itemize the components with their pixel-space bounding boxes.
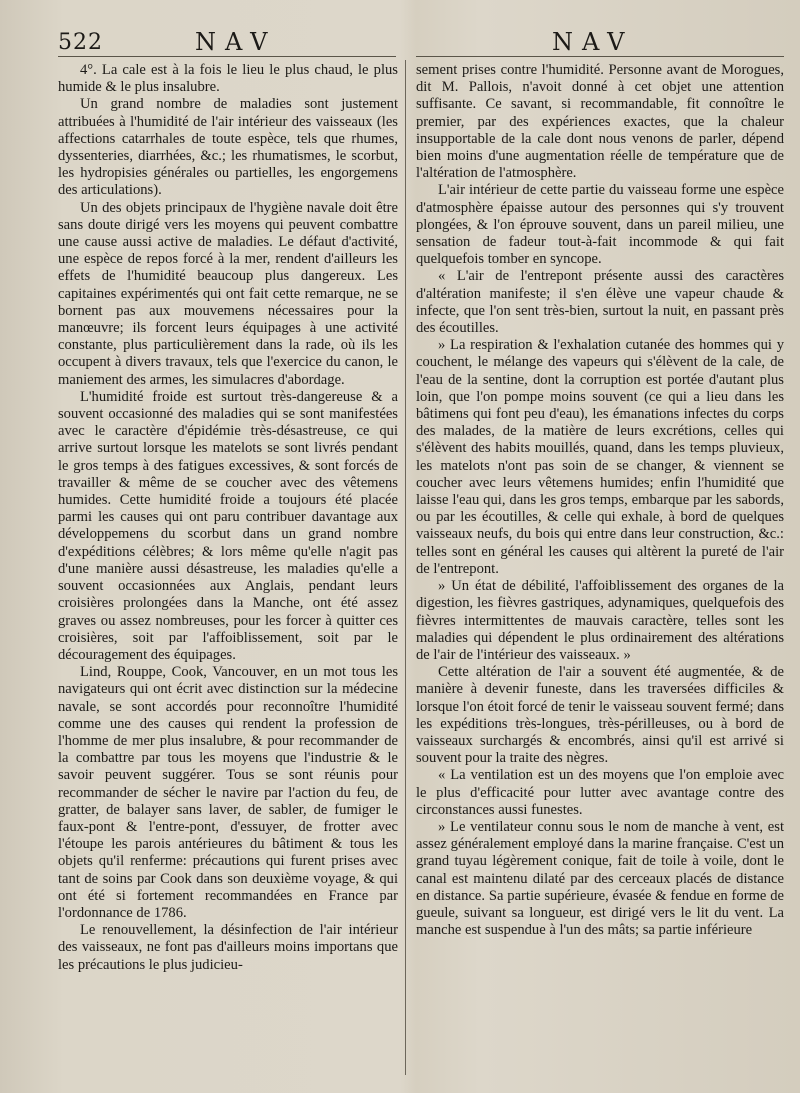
- header-rule-right: [416, 56, 784, 57]
- page-number: 522: [58, 30, 103, 55]
- paragraph: Un grand nombre de maladies sont justement attribuées à l'humidité de l'air intérieur des vaisseaux (les affections catarrhales de toute espèce, tels que rhumes, dyssenteries, diarrhées, &c.; les rhumatismes, le scorbut, les hydropisies générales ou partielles, les engorgemens des articulations).: [58, 96, 398, 199]
- column-divider: [405, 60, 406, 1075]
- paragraph: « L'air de l'entrepont présente aussi des caractères d'altération manifeste; il s'en élève une vapeur chaude & infecte, que l'on sent très-bien, surtout la nuit, en passant près des écoutilles.: [416, 268, 784, 337]
- header-rule-left: [58, 56, 396, 57]
- paragraph: 4°. La cale est à la fois le lieu le plus chaud, le plus humide & le plus insalubre.: [58, 62, 398, 96]
- paragraph: L'air intérieur de cette partie du vaisseau forme une espèce d'atmosphère épaisse autour des personnes qui s'y trouvent plongées, & l'on éprouve souvent, dans un pareil milieu, une sensation de fadeur tout-à-fait incommode & qui fait quelquefois tomber en syncope.: [416, 182, 784, 268]
- running-title-right: NAV: [552, 28, 634, 56]
- running-head: [0, 24, 800, 64]
- left-column: [58, 62, 398, 974]
- paragraph: » Le ventilateur connu sous le nom de manche à vent, est assez généralement employé dans la marine française. C'est un grand tuyau légèrement conique, fait de toile à voile, dont le canal est maintenu dilaté par des cerceaux placés de distance en distance. Sa partie supérieure, évasée & fendue en forme de gueule, suivant sa longueur, est dirigé vers le lit du vent. La manche est suspendue à l'un des mâts; sa partie inférieure: [416, 818, 784, 939]
- running-title-left: NAV: [195, 28, 277, 56]
- paragraph: « La ventilation est un des moyens que l'on emploie avec le plus d'efficacité pour lutter avec avantage contre des circonstances aussi funestes.: [416, 767, 784, 818]
- paragraph: Cette altération de l'air a souvent été augmentée, & de manière à devenir funeste, dans les traversées difficiles & lorsque l'on étoit forcé de tenir le vaisseau souvent fermé; dans les expéditions très-longues, très-périlleuses, ou à bord de vaisseaux surchargés & encombrés, ainsi qu'il est arrivé si souvent pour la traite des nègres.: [416, 664, 784, 767]
- paragraph: L'humidité froide est surtout très-dangereuse & a souvent occasionné des maladies qui se sont manifestées avec le caractère d'épidémie très-désastreuse, ce qui arrive surtout lorsque les matelots se sont livrés pendant le gros temps à des fatigues excessives, & sont forcés de travailler & même de se coucher avec des vêtemens humides. Cette humidité froide a toujours été placée parmi les causes qui ont paru contribuer davantage aux développemens du scorbut dans un grand nombre d'expéditions célèbres; & lors même qu'elle n'agit pas d'une manière aussi désastreuse, les maladies qu'elle a souvent occasionnées aux Anglais, pendant leurs croisières prolongées dans la Manche, ont été assez graves ou assez nombreuses, pour les forcer à quitter ces croisières, soit par l'affoiblissement, soit par le découragement des équipages.: [58, 388, 398, 663]
- paragraph: Lind, Rouppe, Cook, Vancouver, en un mot tous les navigateurs qui ont écrit avec distinction sur la médecine navale, se sont accordés pour reconnoître l'humidité comme une des causes qui rendent la profession de l'homme de mer plus insalubre, & pour recommander de la combattre par tous les moyens que l'industrie & le savoir peuvent suggérer. Tous se sont réunis pour recommander de sécher le navire par l'action du feu, de gratter, de balayer sans laver, de sabler, de fumiger le faux-pont & l'entre-pont, d'essuyer, de frotter avec l'étoupe les parois antérieures du bâtiment & tous les objets qu'il renferme: précautions qui furent prises avec tant de soins par Cook dans son deuxième voyage, & qui ont été si fortement recommandées en France par l'ordonnance de 1786.: [58, 664, 398, 921]
- paragraph-continued: sement prises contre l'humidité. Personne avant de Morogues, dit M. Pallois, n'avoit donné à cet objet une attention suffisante. Ce savant, si recommandable, fit connoître le premier, par des expériences exactes, que la chaleur insupportable de la cale dont nous venons de parler, dépend bien moins d'une augmentation réelle de température que de l'altération de l'atmosphère.: [416, 62, 784, 182]
- paragraph: » La respiration & l'exhalation cutanée des hommes qui y couchent, le mélange des vapeurs qui s'élèvent de la cale, de l'eau de la sentine, dont la corruption est portée d'autant plus loin, que l'on pompe moins souvent (ce qui a lieu dans les bâtimens qui font peu d'eau), les émanations infectes du corps des malades, de la matière de leurs excrétions, celles qui s'élèvent des habits mouillés, quand, dans les temps pluvieux, les matelots n'ont pas soin de se changer, & viennent se coucher avec leurs vêtemens humides; enfin l'humidité que laisse l'eau qui, dans les gros temps, embarque par les sabords, ou par les écoutilles, & celle qui exhale, à bord de quelques vaisseaux neufs, du bois qui entre dans leur construction, &c.: telles sont en général les causes qui altèrent la pureté de l'air de l'entrepont.: [416, 337, 784, 577]
- right-column: [416, 62, 784, 939]
- paragraph: Un des objets principaux de l'hygiène navale doit être sans doute dirigé vers les moyens qui peuvent combattre une cause aussi active de maladies. Le défaut d'activité, une espèce de repos forcé à la mer, rendent d'ailleurs les effets de l'humidité beaucoup plus dangereux. Les capitaines expérimentés qui ont fait cette remarque, ne se bornent pas aux mouvemens nécessaires pour la manœuvre; ils forcent leurs équipages à une activité constante, plus particulièrement dans la rade, où ils les occupent à divers travaux, tels que l'exercice du canon, le maniement des armes, les simulacres d'abordage.: [58, 199, 398, 388]
- paragraph: » Un état de débilité, l'affoiblissement des organes de la digestion, les fièvres gastriques, adynamiques, quelquefois des fièvres intermittentes de mauvais caractère, telles sont les maladies qui dépendent le plus ordinairement des altérations de l'air de l'intérieur des vaisseaux. »: [416, 578, 784, 663]
- paragraph: Le renouvellement, la désinfection de l'air intérieur des vaisseaux, ne font pas d'ailleurs moins importans que les précautions le plus judicieu-: [58, 922, 398, 973]
